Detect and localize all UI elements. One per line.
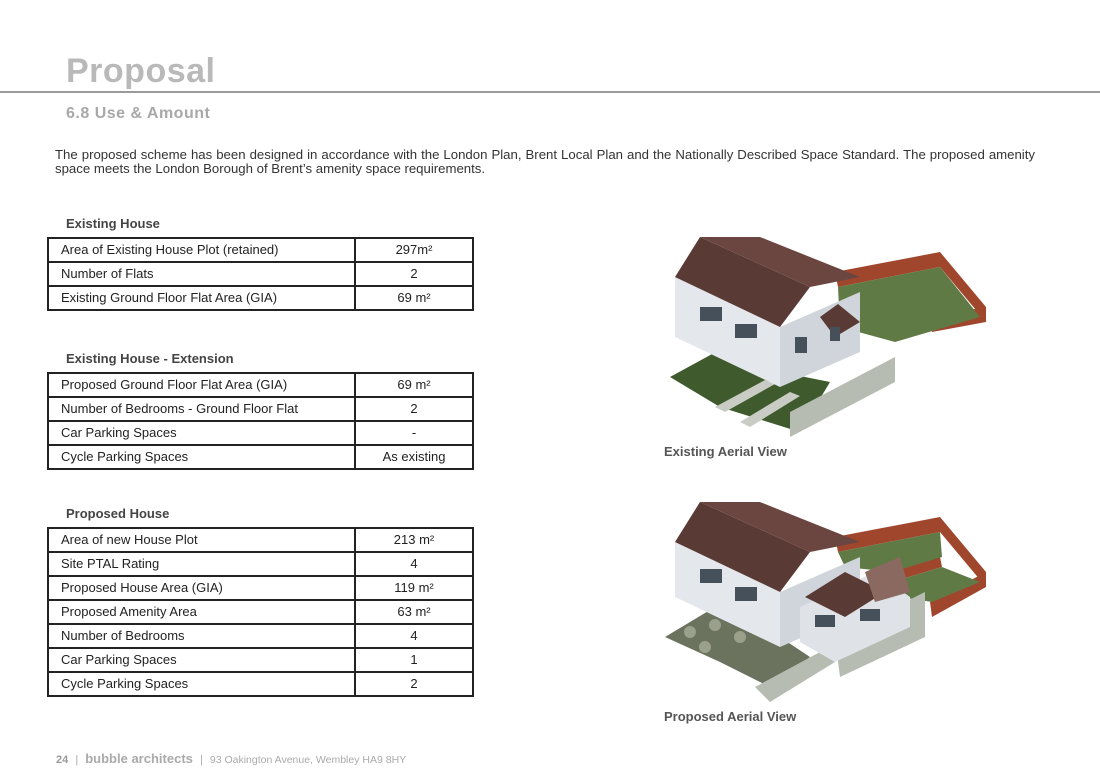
proposed-house-table — [47, 527, 474, 697]
table-row — [48, 648, 473, 672]
table-row — [48, 528, 473, 552]
proposed-house-heading: Proposed House — [66, 506, 170, 521]
window — [735, 587, 757, 601]
footer-brand: bubble architects — [85, 751, 193, 766]
window — [830, 327, 840, 341]
row-label: Site PTAL Rating — [48, 552, 355, 576]
row-value: 4 — [355, 552, 473, 576]
row-value: - — [355, 421, 473, 445]
page-title: Proposal — [66, 52, 216, 90]
table-row — [48, 600, 473, 624]
window — [860, 609, 880, 621]
title-divider — [0, 91, 1100, 93]
window — [700, 569, 722, 583]
shrub — [699, 641, 711, 653]
existing-house-heading: Existing House — [66, 216, 160, 231]
row-label: Car Parking Spaces — [48, 421, 355, 445]
extension-table — [47, 372, 474, 470]
page-number: 24 — [56, 754, 69, 766]
proposed-aerial-image — [660, 497, 990, 707]
shrub — [734, 631, 746, 643]
row-label: Proposed Ground Floor Flat Area (GIA) — [48, 373, 355, 397]
intro-paragraph: The proposed scheme has been designed in accordance with the London Plan, Brent Local Plan and the Nationally Described Space Standard. The proposed amenity space meets the London Borough of Brent’s amenity space requirements. — [55, 147, 1035, 176]
row-value: 213 m² — [355, 528, 473, 552]
row-label: Proposed House Area (GIA) — [48, 576, 355, 600]
row-value: 69 m² — [355, 286, 473, 310]
row-value: 69 m² — [355, 373, 473, 397]
window — [735, 324, 757, 338]
footer-separator: | — [199, 754, 203, 766]
table-row — [48, 262, 473, 286]
footer-separator: | — [75, 754, 79, 766]
table-row — [48, 238, 473, 262]
table-row — [48, 421, 473, 445]
table-row — [48, 624, 473, 648]
row-label: Proposed Amenity Area — [48, 600, 355, 624]
footer-address: 93 Oakington Avenue, Wembley HA9 8HY — [209, 754, 407, 766]
row-label: Area of Existing House Plot (retained) — [48, 238, 355, 262]
row-value: 4 — [355, 624, 473, 648]
window — [815, 615, 835, 627]
shrub — [709, 619, 721, 631]
row-label: Car Parking Spaces — [48, 648, 355, 672]
table-row — [48, 552, 473, 576]
row-label: Existing Ground Floor Flat Area (GIA) — [48, 286, 355, 310]
row-value: As existing — [355, 445, 473, 469]
row-value: 2 — [355, 397, 473, 421]
existing-house-table — [47, 237, 474, 311]
row-label: Number of Flats — [48, 262, 355, 286]
table-row — [48, 672, 473, 696]
page-footer — [56, 751, 406, 766]
row-value: 1 — [355, 648, 473, 672]
row-value: 119 m² — [355, 576, 473, 600]
row-label: Cycle Parking Spaces — [48, 445, 355, 469]
table-row — [48, 286, 473, 310]
window — [700, 307, 722, 321]
row-value: 2 — [355, 262, 473, 286]
table-row — [48, 373, 473, 397]
row-label: Number of Bedrooms — [48, 624, 355, 648]
shrub — [684, 626, 696, 638]
existing-aerial-image — [660, 232, 990, 442]
table-row — [48, 576, 473, 600]
table-row — [48, 397, 473, 421]
existing-aerial-caption: Existing Aerial View — [664, 444, 787, 459]
row-value: 297m² — [355, 238, 473, 262]
row-label: Number of Bedrooms - Ground Floor Flat — [48, 397, 355, 421]
proposed-aerial-caption: Proposed Aerial View — [664, 709, 797, 724]
table-row — [48, 445, 473, 469]
section-subtitle: 6.8 Use & Amount — [66, 105, 211, 122]
row-value: 2 — [355, 672, 473, 696]
row-value: 63 m² — [355, 600, 473, 624]
window — [795, 337, 807, 353]
extension-heading: Existing House - Extension — [66, 351, 234, 366]
row-label: Cycle Parking Spaces — [48, 672, 355, 696]
row-label: Area of new House Plot — [48, 528, 355, 552]
